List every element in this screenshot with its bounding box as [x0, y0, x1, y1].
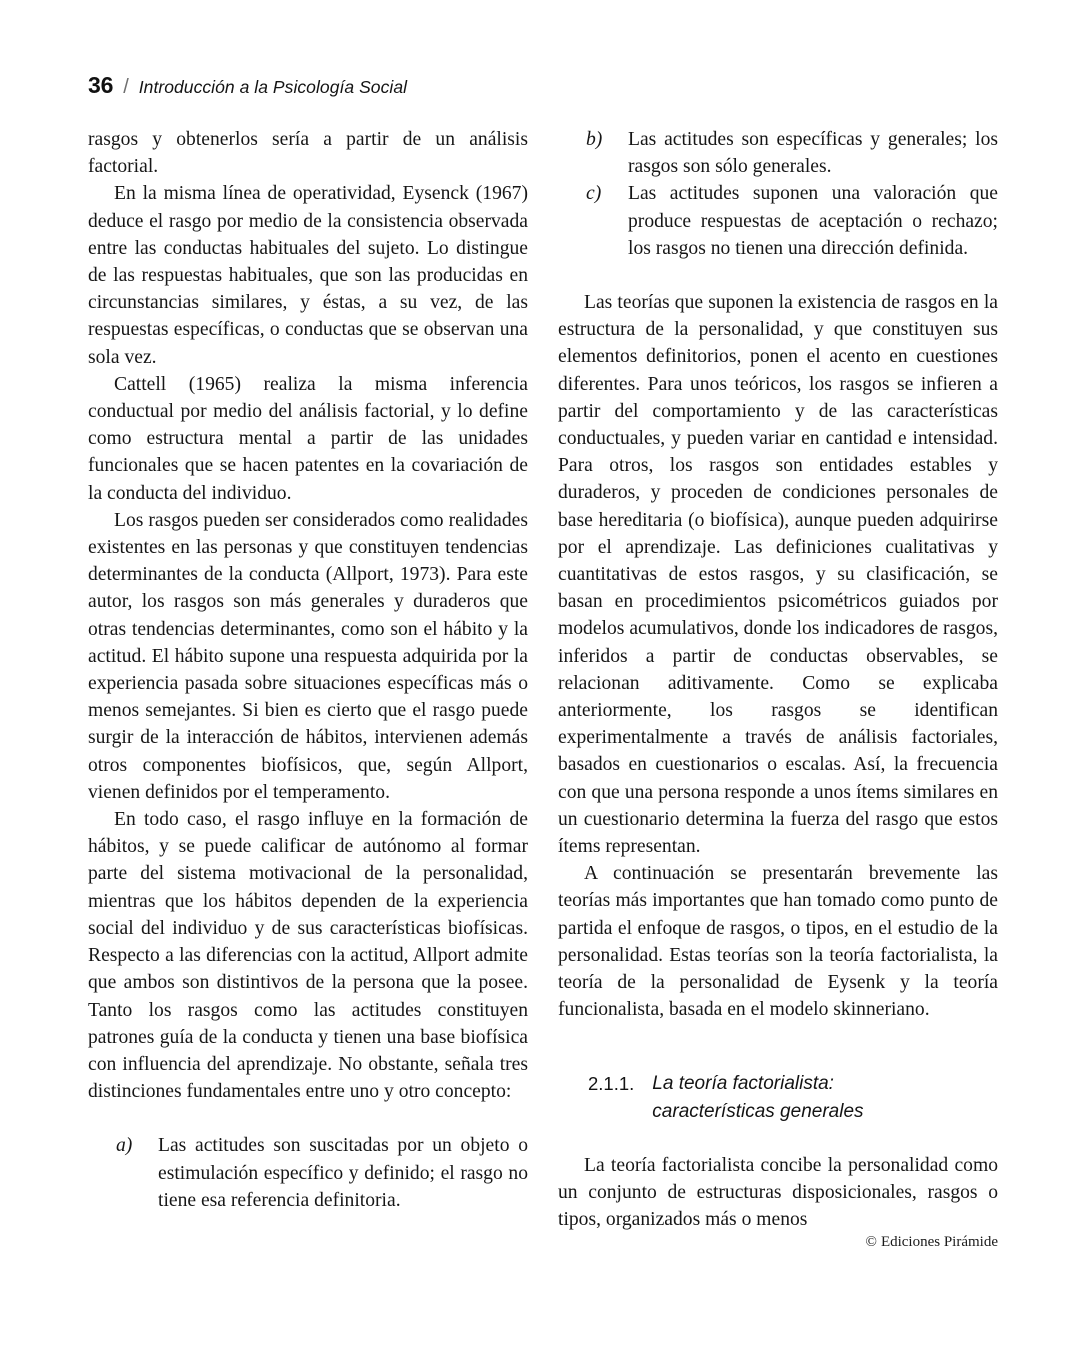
list-item-text: Las actitudes son suscitadas por un objeto o estimulación específico y definido; el rasgo no tiene esa referencia definitoria.	[158, 1135, 528, 1211]
right-column	[558, 126, 998, 1230]
spacer	[558, 262, 998, 289]
list-item-text: Las actitudes suponen una valoración que produce respuestas de aceptación o rechazo; los rasgos no tienen una dirección definida.	[628, 183, 998, 259]
lettered-list	[88, 1132, 528, 1214]
list-item	[558, 180, 998, 262]
copyright-icon: ©	[865, 1234, 877, 1250]
left-column	[88, 126, 528, 1216]
body-columns	[88, 126, 998, 1230]
paragraph: Los rasgos pueden ser considerados como realidades existentes en las personas y que constituyen tendencias determinantes de la conducta (Allport, 1973). Para este autor, los rasgos son más generales y duraderos que otras tendencias determinantes, como son el hábito y la actitud. El hábito supone una respuesta adquirida por la experiencia pasada sobre situaciones específicas más o menos semejantes. Si bien es cierto que el rasgo puede surgir de la interacción de hábitos, intervienen además otros componentes biofísicos, que, según Allport, vienen definidos por el temperamento.	[88, 509, 528, 803]
section-heading	[558, 1070, 998, 1126]
paragraph: A continuación se presentarán brevemente las teorías más importantes que han tomado como punto de partida el enfoque de rasgos, o tipos, en el estudio de la personalidad. Estas teorías son la teoría factorialista, la teoría de la personalidad de Eysenk y la teoría funcionalista, basada en el modelo skinneriano.	[558, 863, 998, 1021]
list-marker: c)	[586, 183, 602, 205]
list-item	[88, 1132, 528, 1214]
page-number: 36	[88, 72, 114, 98]
publisher-name: Ediciones Pirámide	[880, 1234, 998, 1250]
spacer	[558, 1024, 998, 1070]
section-number: 2.1.1.	[588, 1072, 635, 1094]
paragraph: Cattell (1965) realiza la misma inferencia conductual por medio del análisis factorial, y lo define como estructura mental a partir de las unidades funcionales que se hacen patentes en la covariación de la conducta del individuo.	[88, 373, 528, 504]
paragraph: rasgos y obtenerlos sería a partir de un análisis factorial.	[88, 129, 528, 178]
list-item	[558, 126, 998, 180]
running-head	[88, 72, 998, 102]
paragraph: Las teorías que suponen la existencia de rasgos en la estructura de la personalidad, y que constituyen sus elementos definitorios, ponen el acento en cuestiones diferentes. Para unos teóricos, los rasgos se infieren a partir del comportamiento y de las características conductuales, y pueden variar en cantidad e intensidad. Para otros, los rasgos son entidades estables y duraderos, y proceden de condiciones personales de base hereditaria (o biofísica), aunque pueden adquirirse por el aprendizaje. Las definiciones cualitativas y cuantitativas de estos rasgos, y su clasificación, se basan en procedimientos psicométricos guiados por modelos acumulativos, donde los indicadores de rasgos, inferidos a partir de conductas observables, se relacionan aditivamente. Como se explicaba anteriormente, los rasgos se identifican experimentalmente a través de análisis factoriales, basados en cuestionarios o escalas. Así, la frecuencia con que una persona responde a unos ítems similares en un cuestionario determina la fuerza del rasgo que estos ítems representan.	[558, 292, 998, 858]
paragraph: En todo caso, el rasgo influye en la formación de hábitos, y se puede calificar de autónomo al formar parte del sistema motivacional de la personalidad, mientras que los hábitos dependen de la experiencia social del individuo y de sus características biofísicas. Respecto a las diferencias con la actitud, Allport admite que ambos son distintivos de la persona que la posee. Tanto los rasgos como las actitudes constituyen patrones guía de la conducta y tienen una base biofísica con influencia del aprendizaje. No obstante, señala tres distinciones fundamentales entre uno y otro concepto:	[88, 809, 528, 1103]
section-title	[652, 1070, 863, 1126]
header-separator: /	[123, 76, 129, 98]
spacer	[558, 1126, 998, 1152]
list-marker: a)	[116, 1135, 133, 1157]
book-title: Introducción a la Psicología Social	[138, 77, 408, 97]
section-title-line-2: características generales	[652, 1100, 864, 1122]
paragraph: La teoría factorialista concibe la personalidad como un conjunto de estructuras disposicionales, rasgos o tipos, organizados más o menos	[558, 1154, 998, 1230]
footer	[88, 1232, 998, 1252]
list-marker: b)	[586, 129, 603, 150]
list-item-text: Las actitudes son específicas y generales; los rasgos son sólo generales.	[628, 129, 998, 178]
lettered-list	[558, 126, 998, 262]
paragraph: En la misma línea de operatividad, Eysenck (1967) deduce el rasgo por medio de la consistencia observada entre las conductas habituales del sujeto. Lo distingue de las respuestas habituales, que son las producidas en circunstancias similares, y éstas, a su vez, de las respuestas específicas, o conductas que se observan una sola vez.	[88, 183, 528, 368]
section-title-line-1: La teoría factorialista:	[652, 1072, 834, 1094]
